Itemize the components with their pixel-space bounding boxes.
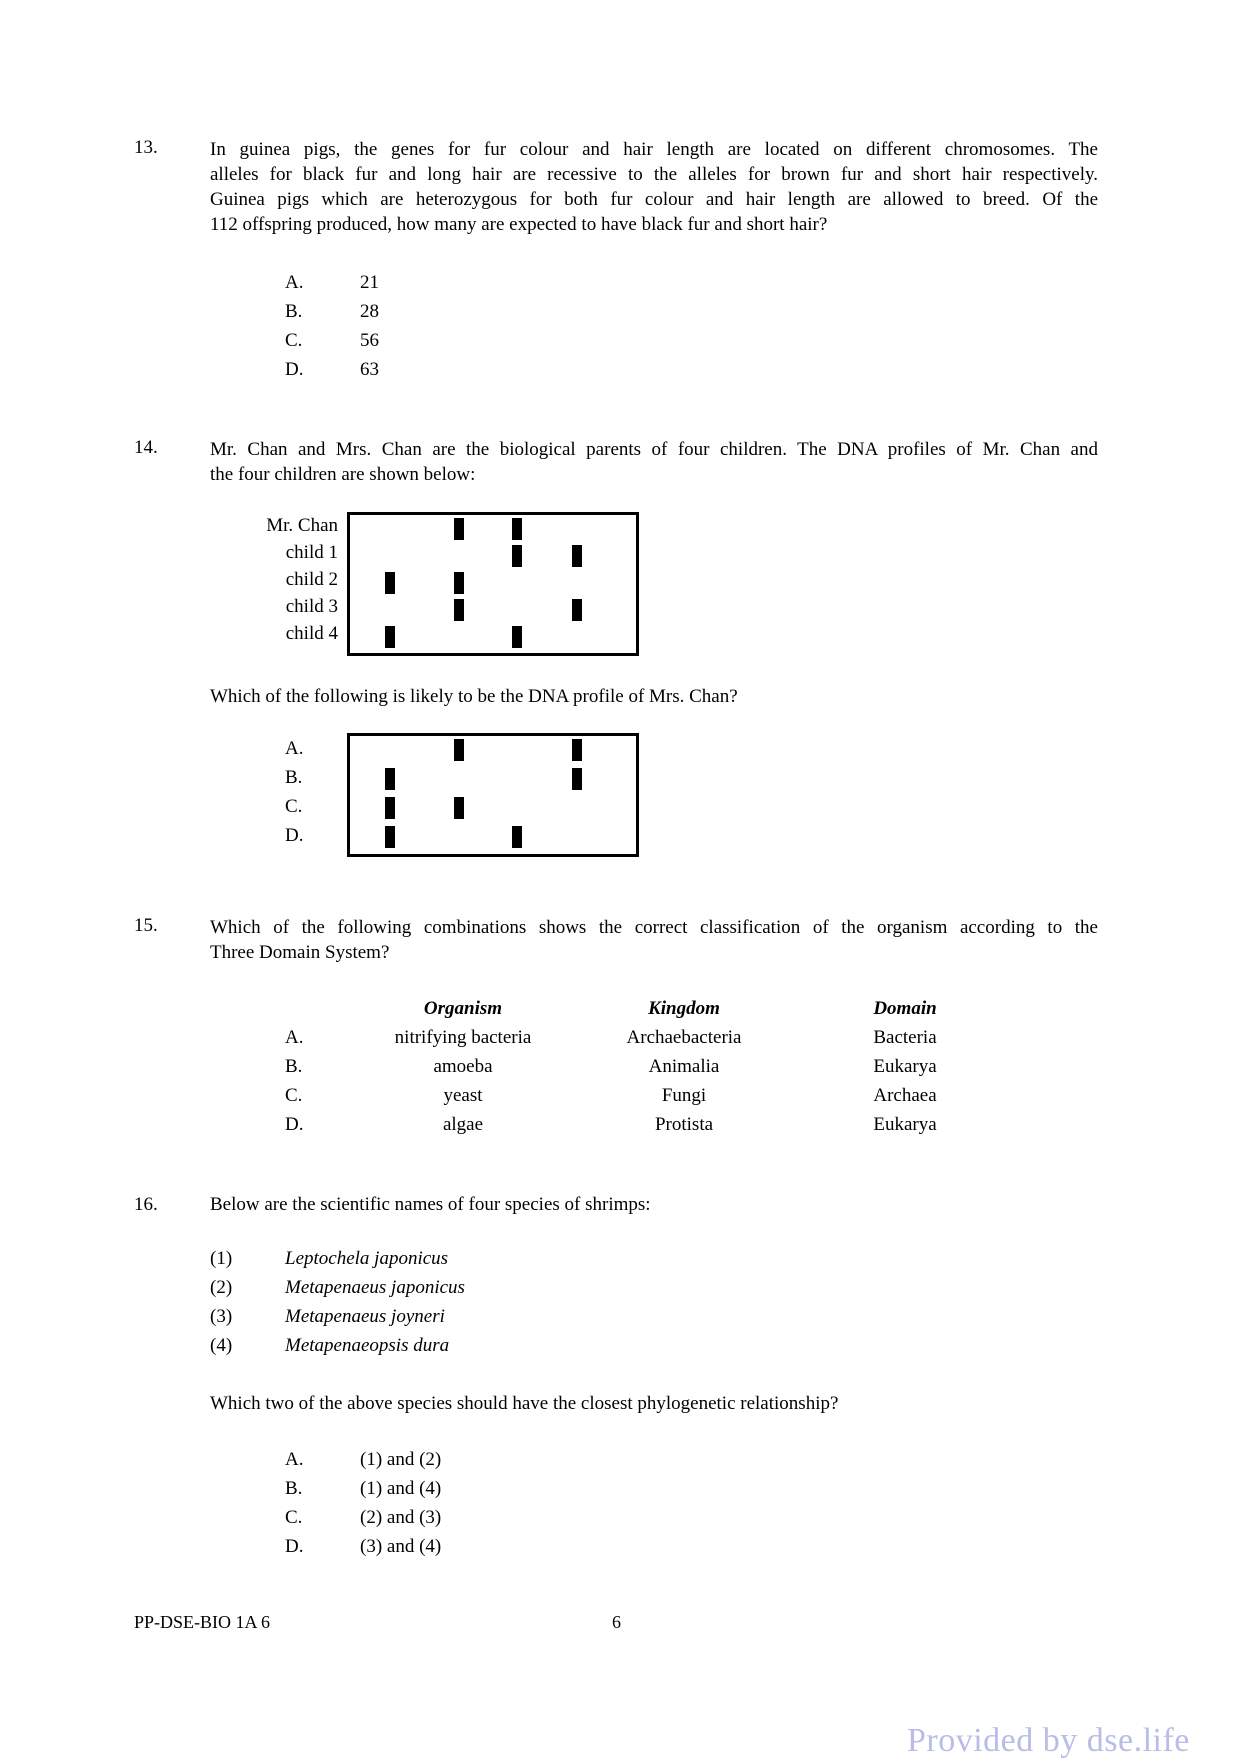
- cell-kingdom: Archaebacteria: [626, 1027, 742, 1048]
- q13-number: 13.: [134, 137, 158, 158]
- q16-number: 16.: [134, 1194, 158, 1215]
- q14-option-letter: D.: [285, 825, 304, 846]
- species-number: (2): [210, 1277, 233, 1298]
- dna-gel-options: [347, 733, 639, 857]
- dna-band: [572, 768, 582, 790]
- q13-stem-line: Guinea pigs which are heterozygous for both fur colour and hair length are allowed to breed. Of the: [210, 189, 1098, 210]
- dna-band: [512, 545, 522, 567]
- profile-row-label: child 3: [285, 596, 338, 617]
- profile-row-label: child 2: [285, 569, 338, 590]
- dna-band: [512, 626, 522, 648]
- q13-option-letter: A.: [285, 272, 304, 293]
- q13-option-value: 63: [360, 359, 379, 380]
- header-organism: Organism: [423, 998, 503, 1019]
- dna-band: [385, 826, 395, 848]
- cell-organism: yeast: [443, 1085, 483, 1106]
- q13-option-value: 56: [360, 330, 379, 351]
- profile-row-label: child 4: [285, 623, 338, 644]
- q15-row-letter: D.: [285, 1114, 304, 1135]
- q14-option-letter: C.: [285, 796, 303, 817]
- q14-stem: [210, 437, 1098, 487]
- q16-intro: Below are the scientific names of four species of shrimps:: [210, 1194, 651, 1215]
- q14-option-letter: A.: [285, 738, 304, 759]
- dna-band: [385, 768, 395, 790]
- q13-stem-line: In guinea pigs, the genes for fur colour and hair length are located on different chromosomes. The: [210, 139, 1098, 160]
- species-name: Leptochela japonicus: [285, 1248, 449, 1269]
- q15-row-letter: C.: [285, 1085, 303, 1106]
- dna-band: [454, 739, 464, 761]
- species-name: Metapenaeus joyneri: [285, 1306, 445, 1327]
- q13-stem: [210, 137, 1098, 237]
- q15-row-letter: A.: [285, 1027, 304, 1048]
- species-number: (4): [210, 1335, 233, 1356]
- header-kingdom: Kingdom: [648, 998, 720, 1019]
- q13-stem-line: alleles for black fur and long hair are recessive to the alleles for brown fur and short hair respectively.: [210, 164, 1098, 185]
- q16-option-letter: B.: [285, 1478, 303, 1499]
- q13-option-letter: B.: [285, 301, 303, 322]
- q16-option-value: (3) and (4): [360, 1536, 442, 1557]
- q15-number: 15.: [134, 915, 158, 936]
- q15-stem-line: Three Domain System?: [210, 942, 390, 963]
- page-number: 6: [612, 1612, 621, 1632]
- q16-option-letter: D.: [285, 1536, 304, 1557]
- dna-band: [572, 739, 582, 761]
- q13-option-value: 21: [360, 272, 379, 293]
- dna-band: [512, 518, 522, 540]
- species-number: (1): [210, 1248, 233, 1269]
- q14-option-letter: B.: [285, 767, 303, 788]
- q14-stem-line: the four children are shown below:: [210, 464, 476, 485]
- q16-option-letter: C.: [285, 1507, 303, 1528]
- cell-organism: algae: [442, 1114, 484, 1135]
- cell-organism: nitrifying bacteria: [394, 1027, 532, 1048]
- q15-row-letter: B.: [285, 1056, 303, 1077]
- cell-organism: amoeba: [433, 1056, 493, 1077]
- dna-band: [572, 599, 582, 621]
- q14-question: [210, 684, 1098, 709]
- q15-stem: [210, 915, 1098, 965]
- q13-stem-line: 112 offspring produced, how many are expected to have black fur and short hair?: [210, 214, 828, 235]
- dna-band: [512, 826, 522, 848]
- q16-option-value: (2) and (3): [360, 1507, 442, 1528]
- dna-band: [454, 518, 464, 540]
- q16-option-value: (1) and (4): [360, 1478, 442, 1499]
- dna-band: [385, 797, 395, 819]
- species-name: Metapenaeus japonicus: [285, 1277, 465, 1298]
- cell-domain: Archaea: [873, 1085, 937, 1106]
- dna-band: [454, 599, 464, 621]
- profile-row-label: Mr. Chan: [266, 515, 338, 536]
- dna-band: [385, 626, 395, 648]
- dna-band: [454, 797, 464, 819]
- q14-question-text: Which of the following is likely to be the DNA profile of Mrs. Chan?: [210, 686, 738, 707]
- watermark: Provided by dse.life: [907, 1722, 1190, 1759]
- cell-domain: Bacteria: [873, 1027, 937, 1048]
- cell-domain: Eukarya: [873, 1056, 937, 1077]
- dna-band: [454, 572, 464, 594]
- q14-number: 14.: [134, 437, 158, 458]
- q15-stem-line: Which of the following combinations shows the correct classification of the organism according to the: [210, 917, 1098, 938]
- species-name: Metapenaeopsis dura: [285, 1335, 450, 1356]
- header-domain: Domain: [873, 998, 937, 1019]
- q13-option-value: 28: [360, 301, 379, 322]
- dna-band: [572, 545, 582, 567]
- q16-option-letter: A.: [285, 1449, 304, 1470]
- cell-kingdom: Fungi: [661, 1085, 707, 1106]
- q16-option-value: (1) and (2): [360, 1449, 442, 1470]
- cell-kingdom: Animalia: [648, 1056, 720, 1077]
- dna-band: [385, 572, 395, 594]
- q16-question: Which two of the above species should have the closest phylogenetic relationship?: [210, 1393, 839, 1414]
- q14-stem-line: Mr. Chan and Mrs. Chan are the biological parents of four children. The DNA profiles of Mr. Chan and: [210, 439, 1098, 460]
- q13-option-letter: C.: [285, 330, 303, 351]
- dna-gel-family: [347, 512, 639, 656]
- profile-row-label: child 1: [285, 542, 338, 563]
- paper-code: PP-DSE-BIO 1A 6: [134, 1612, 271, 1632]
- cell-domain: Eukarya: [873, 1114, 937, 1135]
- q13-option-letter: D.: [285, 359, 304, 380]
- cell-kingdom: Protista: [654, 1114, 714, 1135]
- species-number: (3): [210, 1306, 233, 1327]
